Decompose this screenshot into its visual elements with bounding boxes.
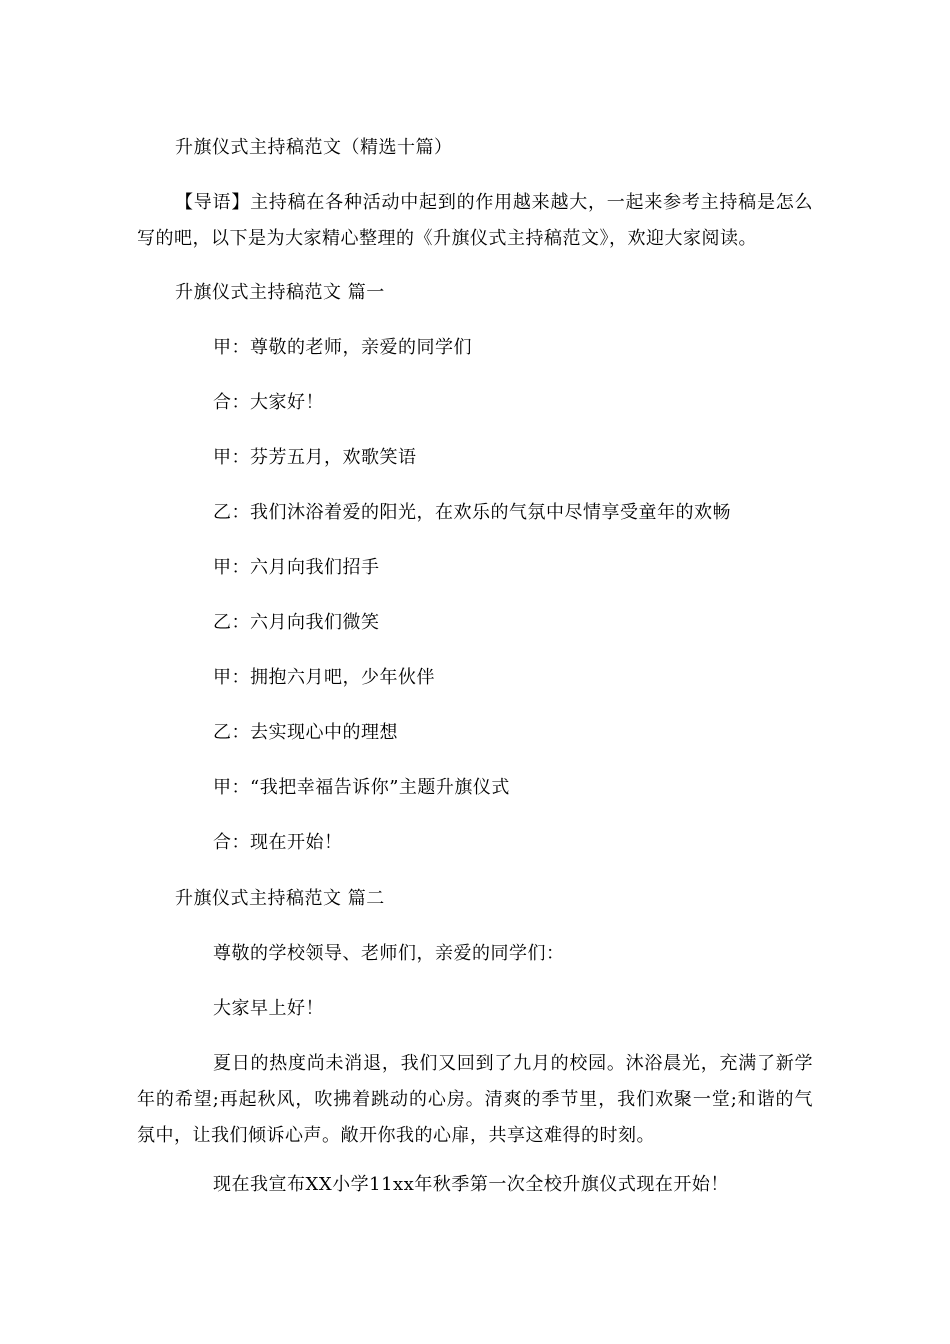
section-heading-1: 升旗仪式主持稿范文 篇一 (175, 282, 385, 303)
dialogue-line: 乙：去实现心中的理想 (213, 722, 398, 743)
announcement-line: 现在我宣布XX小学11xx年秋季第一次全校升旗仪式现在开始！ (213, 1174, 729, 1195)
body-paragraph: 夏日的热度尚未消退，我们又回到了九月的校园。沐浴晨光，充满了新学年的希望;再起秋风，吹拂着跳动的心房。清爽的季节里，我们欢聚一堂;和谐的气氛中，让我们倾诉心声。敞开你我的心扉，共享这难得的时刻。 (137, 1053, 813, 1146)
dialogue-line: 甲：拥抱六月吧，少年伙伴 (213, 667, 435, 688)
document-title: 升旗仪式主持稿范文（精选十篇） (175, 137, 453, 158)
dialogue-line: 甲：“我把幸福告诉你”主题升旗仪式 (213, 777, 510, 798)
section-heading-2: 升旗仪式主持稿范文 篇二 (175, 888, 385, 909)
intro-paragraph: 【导语】主持稿在各种活动中起到的作用越来越大，一起来参考主持稿是怎么写的吧，以下是为大家精心整理的《升旗仪式主持稿范文》，欢迎大家阅读。 (137, 192, 813, 249)
dialogue-line: 甲：六月向我们招手 (213, 557, 380, 578)
greeting-line: 尊敬的学校领导、老师们，亲爱的同学们： (213, 943, 565, 964)
dialogue-line: 甲：芬芳五月，欢歌笑语 (213, 447, 417, 468)
dialogue-line: 甲：尊敬的老师，亲爱的同学们 (213, 337, 472, 358)
dialogue-line: 合：大家好！ (213, 392, 324, 413)
morning-line: 大家早上好！ (213, 998, 324, 1019)
dialogue-line: 乙：我们沐浴着爱的阳光，在欢乐的气氛中尽情享受童年的欢畅 (213, 502, 731, 523)
dialogue-line: 合：现在开始！ (213, 832, 343, 853)
dialogue-line: 乙：六月向我们微笑 (213, 612, 380, 633)
